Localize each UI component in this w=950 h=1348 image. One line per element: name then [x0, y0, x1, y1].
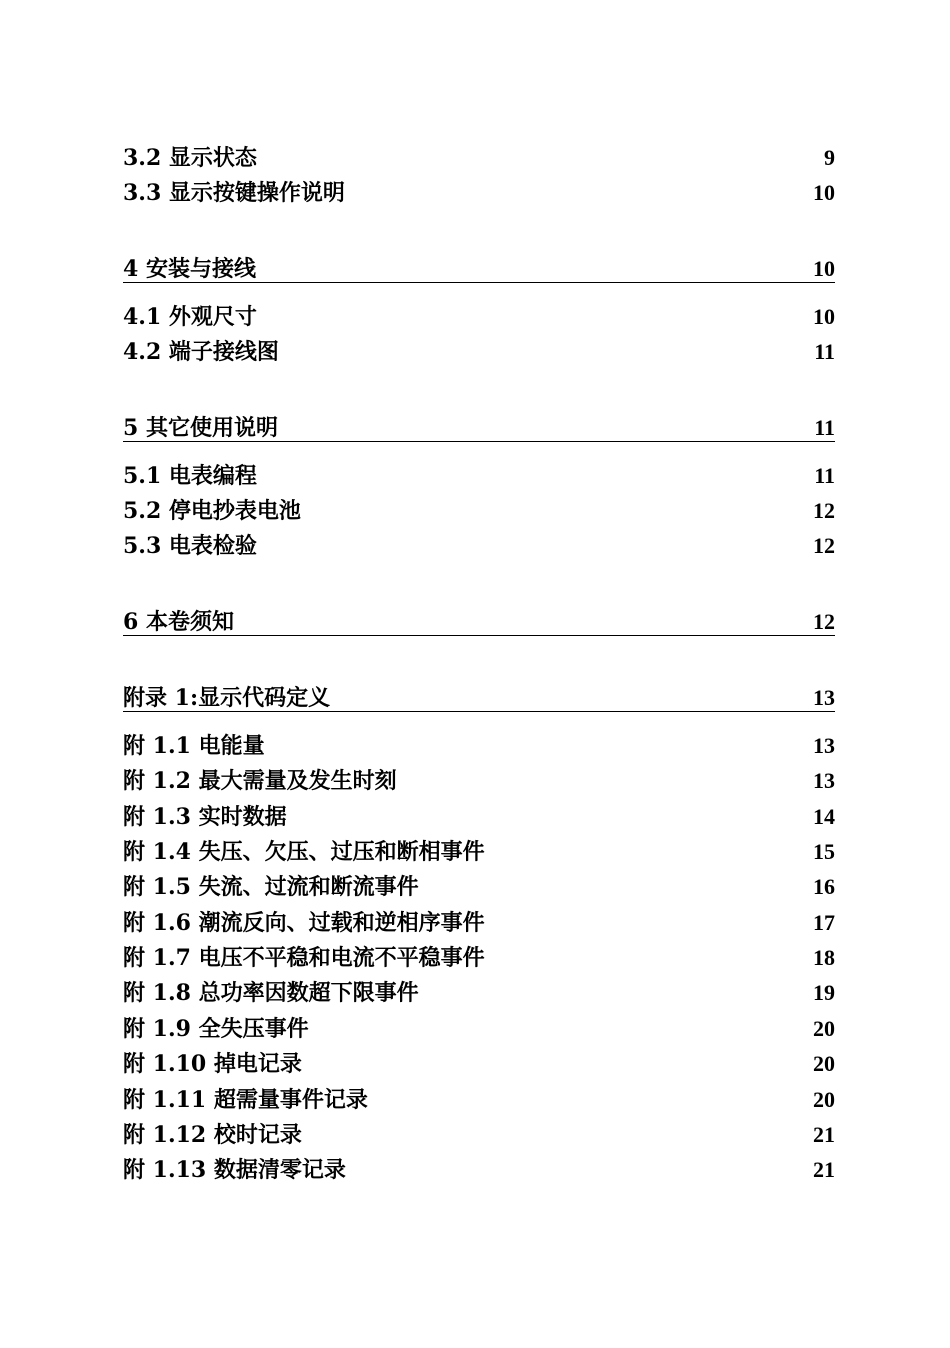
toc-entry-title: 附 1.8 总功率因数超下限事件 [123, 980, 419, 1007]
toc-entry[interactable] [123, 493, 835, 528]
toc-entry[interactable] [123, 1082, 835, 1117]
toc-entry-title: 5 其它使用说明 [123, 414, 278, 441]
toc-entry[interactable] [123, 175, 835, 210]
toc-page-number: 11 [814, 462, 835, 488]
toc-entry-title: 附 1.11 超需量事件记录 [123, 1086, 368, 1113]
toc-entry-title: 4.2 端子接线图 [123, 339, 279, 366]
toc-chapter-entry[interactable] [123, 604, 835, 640]
toc-entry[interactable] [123, 905, 835, 940]
toc-entry-title: 附 1.6 潮流反向、过载和逆相序事件 [123, 909, 485, 936]
toc-page-number: 9 [824, 145, 835, 170]
toc-page-number: 21 [813, 1122, 835, 1148]
toc-page-number: 10 [813, 180, 835, 206]
toc-entry-title: 附录 1:显示代码定义 [123, 684, 331, 711]
toc-page-number: 16 [813, 874, 835, 900]
toc-entry[interactable] [123, 299, 835, 334]
toc-entry[interactable] [123, 799, 835, 834]
toc-page-number: 21 [813, 1157, 835, 1183]
toc-entry[interactable] [123, 528, 835, 563]
toc-entry[interactable] [123, 728, 835, 763]
toc-page-number: 12 [813, 608, 835, 634]
toc-page-number: 20 [813, 1015, 835, 1041]
toc-entry-title: 6 本卷须知 [123, 608, 234, 635]
toc-entry-title: 附 1.13 数据清零记录 [123, 1157, 346, 1184]
toc-entry-title: 附 1.3 实时数据 [123, 803, 287, 830]
toc-chapter-entry[interactable] [123, 410, 835, 446]
toc-entry-title: 5.3 电表检验 [123, 533, 257, 560]
toc-page-number: 19 [813, 980, 835, 1006]
toc-entry-title: 4.1 外观尺寸 [123, 303, 257, 330]
toc-entry[interactable] [123, 975, 835, 1010]
toc-entry[interactable] [123, 763, 835, 798]
toc-page-number: 11 [814, 339, 835, 365]
toc-entry-title: 附 1.1 电能量 [123, 732, 265, 759]
toc-entry-title: 附 1.4 失压、欠压、过压和断相事件 [123, 838, 485, 865]
toc-entry[interactable] [123, 1046, 835, 1081]
toc-page-number: 18 [813, 945, 835, 971]
toc-entry-title: 附 1.10 掉电记录 [123, 1051, 302, 1078]
toc-page-number: 20 [813, 1051, 835, 1077]
toc-page-number: 15 [813, 838, 835, 864]
toc-page-number: 12 [813, 533, 835, 559]
toc-page-number: 13 [813, 684, 835, 710]
toc-page-number: 13 [813, 732, 835, 758]
toc-page-number: 12 [813, 497, 835, 523]
toc-entry-title: 附 1.7 电压不平稳和电流不平稳事件 [123, 945, 485, 972]
toc-chapter-entry[interactable] [123, 251, 835, 287]
toc-entry-title: 3.3 显示按键操作说明 [123, 180, 345, 207]
table-of-contents [123, 140, 835, 1188]
toc-page-number: 20 [813, 1086, 835, 1112]
toc-entry[interactable] [123, 834, 835, 869]
toc-entry-title: 附 1.5 失流、过流和断流事件 [123, 874, 419, 901]
toc-page-number: 13 [813, 768, 835, 794]
toc-entry-title: 附 1.9 全失压事件 [123, 1015, 309, 1042]
toc-entry-title: 附 1.12 校时记录 [123, 1122, 302, 1149]
toc-page-number: 11 [814, 414, 835, 440]
toc-entry-title: 5.1 电表编程 [123, 462, 257, 489]
toc-entry[interactable] [123, 458, 835, 493]
toc-entry-title: 附 1.2 最大需量及发生时刻 [123, 768, 397, 795]
toc-page-number: 17 [813, 909, 835, 935]
toc-entry[interactable] [123, 140, 835, 175]
toc-entry[interactable] [123, 940, 835, 975]
toc-entry-title: 4 安装与接线 [123, 255, 256, 282]
toc-page-number: 10 [813, 255, 835, 281]
toc-page-number: 14 [813, 803, 835, 829]
toc-entry-title: 3.2 显示状态 [123, 145, 257, 171]
toc-chapter-entry[interactable] [123, 680, 835, 716]
toc-entry[interactable] [123, 1152, 835, 1187]
toc-entry[interactable] [123, 869, 835, 904]
toc-entry[interactable] [123, 1011, 835, 1046]
toc-page-number: 10 [813, 303, 835, 329]
toc-entry[interactable] [123, 334, 835, 369]
toc-entry-title: 5.2 停电抄表电池 [123, 497, 301, 524]
toc-entry[interactable] [123, 1117, 835, 1152]
